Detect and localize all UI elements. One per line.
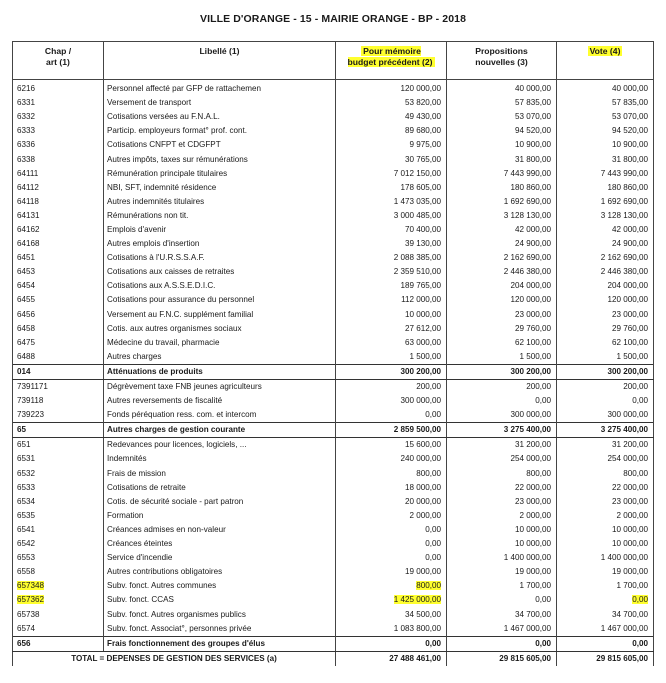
row-code: 6558 bbox=[13, 565, 104, 579]
row-label: Service d'incendie bbox=[104, 551, 336, 565]
row-label: Versement de transport bbox=[104, 96, 336, 110]
row-code: 657362 bbox=[13, 593, 104, 607]
row-memoire: 3 000 485,00 bbox=[336, 209, 447, 223]
row-vote: 62 100,00 bbox=[557, 336, 654, 350]
row-vote: 3 275 400,00 bbox=[557, 423, 654, 438]
row-memoire: 178 605,00 bbox=[336, 181, 447, 195]
row-label: Autres reversements de fiscalité bbox=[104, 394, 336, 408]
table-row bbox=[13, 237, 654, 251]
row-vote: 53 070,00 bbox=[557, 110, 654, 124]
row-vote: 180 860,00 bbox=[557, 181, 654, 195]
row-vote: 200,00 bbox=[557, 379, 654, 394]
row-vote: 3 128 130,00 bbox=[557, 209, 654, 223]
row-vote: 23 000,00 bbox=[557, 495, 654, 509]
row-memoire: 800,00 bbox=[336, 579, 447, 593]
row-code: 64162 bbox=[13, 223, 104, 237]
row-code: 6553 bbox=[13, 551, 104, 565]
row-vote: 31 800,00 bbox=[557, 152, 654, 166]
row-vote: 2 162 690,00 bbox=[557, 251, 654, 265]
row-vote: 29 760,00 bbox=[557, 322, 654, 336]
row-label: Subv. fonct. Autres communes bbox=[104, 579, 336, 593]
row-vote: 2 000,00 bbox=[557, 509, 654, 523]
row-propositions: 0,00 bbox=[447, 636, 557, 651]
row-memoire: 0,00 bbox=[336, 551, 447, 565]
row-propositions: 62 100,00 bbox=[447, 336, 557, 350]
table-row bbox=[13, 138, 654, 152]
row-memoire: 18 000,00 bbox=[336, 481, 447, 495]
row-label: Cotisations à l'U.R.S.S.A.F. bbox=[104, 251, 336, 265]
row-code: 6451 bbox=[13, 251, 104, 265]
row-propositions: 200,00 bbox=[447, 379, 557, 394]
row-propositions: 300 200,00 bbox=[447, 364, 557, 379]
row-propositions: 40 000,00 bbox=[447, 80, 557, 97]
table-row bbox=[13, 481, 654, 495]
row-label: Redevances pour licences, logiciels, ... bbox=[104, 438, 336, 453]
table-row bbox=[13, 379, 654, 394]
row-propositions: 7 443 990,00 bbox=[447, 167, 557, 181]
table-row bbox=[13, 495, 654, 509]
row-label: Autres impôts, taxes sur rémunérations bbox=[104, 152, 336, 166]
row-label: Autres charges bbox=[104, 350, 336, 365]
table-row bbox=[13, 124, 654, 138]
row-propositions: 3 275 400,00 bbox=[447, 423, 557, 438]
row-code: 6542 bbox=[13, 537, 104, 551]
row-memoire: 2 000,00 bbox=[336, 509, 447, 523]
row-vote: 7 443 990,00 bbox=[557, 167, 654, 181]
row-memoire: 9 975,00 bbox=[336, 138, 447, 152]
row-vote: 1 692 690,00 bbox=[557, 195, 654, 209]
table-row bbox=[13, 265, 654, 279]
row-label: Formation bbox=[104, 509, 336, 523]
row-label: Rémunération principale titulaires bbox=[104, 167, 336, 181]
row-memoire: 189 765,00 bbox=[336, 279, 447, 293]
row-code: 657348 bbox=[13, 579, 104, 593]
row-code: 6338 bbox=[13, 152, 104, 166]
row-code: 6456 bbox=[13, 308, 104, 322]
row-code: 64168 bbox=[13, 237, 104, 251]
row-label: Cotisations CNFPT et CDGFPT bbox=[104, 138, 336, 152]
row-memoire: 800,00 bbox=[336, 467, 447, 481]
table-row bbox=[13, 579, 654, 593]
row-propositions: 22 000,00 bbox=[447, 481, 557, 495]
budget-table bbox=[12, 41, 654, 666]
row-code: 656 bbox=[13, 636, 104, 651]
row-code: 64131 bbox=[13, 209, 104, 223]
row-label: Autres indemnités titulaires bbox=[104, 195, 336, 209]
total-vote: 29 815 605,00 bbox=[557, 651, 654, 666]
row-label: Rémunérations non tit. bbox=[104, 209, 336, 223]
table-row bbox=[13, 96, 654, 110]
row-memoire: 200,00 bbox=[336, 379, 447, 394]
row-memoire: 0,00 bbox=[336, 523, 447, 537]
row-label: Indemnités bbox=[104, 452, 336, 466]
row-vote: 300 200,00 bbox=[557, 364, 654, 379]
row-label: Atténuations de produits bbox=[104, 364, 336, 379]
row-propositions: 53 070,00 bbox=[447, 110, 557, 124]
row-memoire: 34 500,00 bbox=[336, 607, 447, 621]
row-memoire: 70 400,00 bbox=[336, 223, 447, 237]
row-vote: 42 000,00 bbox=[557, 223, 654, 237]
table-row bbox=[13, 80, 654, 97]
row-memoire: 19 000,00 bbox=[336, 565, 447, 579]
table-row bbox=[13, 438, 654, 453]
row-propositions: 2 000,00 bbox=[447, 509, 557, 523]
row-vote: 254 000,00 bbox=[557, 452, 654, 466]
row-propositions: 1 700,00 bbox=[447, 579, 557, 593]
row-label: Autres contributions obligatoires bbox=[104, 565, 336, 579]
table-row bbox=[13, 523, 654, 537]
header-propositions: Propositions nouvelles (3) bbox=[447, 42, 557, 80]
row-propositions: 31 800,00 bbox=[447, 152, 557, 166]
row-vote: 24 900,00 bbox=[557, 237, 654, 251]
row-label: Médecine du travail, pharmacie bbox=[104, 336, 336, 350]
row-code: 651 bbox=[13, 438, 104, 453]
row-memoire: 2 859 500,00 bbox=[336, 423, 447, 438]
row-vote: 10 000,00 bbox=[557, 537, 654, 551]
row-label: Créances admises en non-valeur bbox=[104, 523, 336, 537]
row-propositions: 10 000,00 bbox=[447, 537, 557, 551]
total-propositions: 29 815 605,00 bbox=[447, 651, 557, 666]
row-label: Personnel affecté par GFP de rattachemen bbox=[104, 80, 336, 97]
row-label: Cotisations versées au F.N.A.L. bbox=[104, 110, 336, 124]
row-propositions: 3 128 130,00 bbox=[447, 209, 557, 223]
row-memoire: 20 000,00 bbox=[336, 495, 447, 509]
row-memoire: 7 012 150,00 bbox=[336, 167, 447, 181]
table-row bbox=[13, 394, 654, 408]
row-vote: 22 000,00 bbox=[557, 481, 654, 495]
row-label: Subv. fonct. CCAS bbox=[104, 593, 336, 607]
header-libelle: Libellé (1) bbox=[104, 42, 336, 80]
row-code: 6332 bbox=[13, 110, 104, 124]
row-code: 739118 bbox=[13, 394, 104, 408]
row-propositions: 254 000,00 bbox=[447, 452, 557, 466]
row-memoire: 27 612,00 bbox=[336, 322, 447, 336]
row-propositions: 34 700,00 bbox=[447, 607, 557, 621]
row-memoire: 89 680,00 bbox=[336, 124, 447, 138]
table-row bbox=[13, 110, 654, 124]
chapter-total-row bbox=[13, 636, 654, 651]
row-memoire: 63 000,00 bbox=[336, 336, 447, 350]
row-memoire: 49 430,00 bbox=[336, 110, 447, 124]
table-row bbox=[13, 223, 654, 237]
row-memoire: 39 130,00 bbox=[336, 237, 447, 251]
row-propositions: 300 000,00 bbox=[447, 408, 557, 423]
row-label: Cotisations aux A.S.S.E.D.I.C. bbox=[104, 279, 336, 293]
total-label: TOTAL = DEPENSES DE GESTION DES SERVICES (a) bbox=[13, 651, 336, 666]
table-row bbox=[13, 551, 654, 565]
table-body bbox=[13, 80, 654, 652]
row-propositions: 1 467 000,00 bbox=[447, 622, 557, 637]
row-vote: 1 500,00 bbox=[557, 350, 654, 365]
row-vote: 10 900,00 bbox=[557, 138, 654, 152]
row-code: 6532 bbox=[13, 467, 104, 481]
row-memoire: 0,00 bbox=[336, 636, 447, 651]
row-memoire: 1 500,00 bbox=[336, 350, 447, 365]
row-code: 6531 bbox=[13, 452, 104, 466]
table-header-row bbox=[13, 42, 654, 80]
row-label: Cotisations aux caisses de retraites bbox=[104, 265, 336, 279]
row-propositions: 2 162 690,00 bbox=[447, 251, 557, 265]
table-row bbox=[13, 209, 654, 223]
row-label: Subv. fonct. Autres organismes publics bbox=[104, 607, 336, 621]
row-code: 64111 bbox=[13, 167, 104, 181]
table-row bbox=[13, 593, 654, 607]
row-label: Autres charges de gestion courante bbox=[104, 423, 336, 438]
row-vote: 204 000,00 bbox=[557, 279, 654, 293]
row-label: Cotisations de retraite bbox=[104, 481, 336, 495]
row-code: 6454 bbox=[13, 279, 104, 293]
row-label: Cotis. de sécurité sociale - part patron bbox=[104, 495, 336, 509]
table-row bbox=[13, 509, 654, 523]
row-code: 65738 bbox=[13, 607, 104, 621]
row-memoire: 53 820,00 bbox=[336, 96, 447, 110]
table-row bbox=[13, 181, 654, 195]
row-vote: 1 700,00 bbox=[557, 579, 654, 593]
row-vote: 19 000,00 bbox=[557, 565, 654, 579]
row-code: 014 bbox=[13, 364, 104, 379]
row-code: 6458 bbox=[13, 322, 104, 336]
row-vote: 1 400 000,00 bbox=[557, 551, 654, 565]
row-label: Fonds péréquation ress. com. et intercom bbox=[104, 408, 336, 423]
table-row bbox=[13, 408, 654, 423]
row-vote: 0,00 bbox=[557, 636, 654, 651]
row-memoire: 120 000,00 bbox=[336, 80, 447, 97]
row-memoire: 10 000,00 bbox=[336, 308, 447, 322]
table-row bbox=[13, 279, 654, 293]
document-title: VILLE D'ORANGE - 15 - MAIRIE ORANGE - BP - 2018 bbox=[199, 13, 467, 25]
row-vote: 1 467 000,00 bbox=[557, 622, 654, 637]
row-label: Emplois d'avenir bbox=[104, 223, 336, 237]
table-row bbox=[13, 452, 654, 466]
row-label: Autres emplois d'insertion bbox=[104, 237, 336, 251]
row-vote: 31 200,00 bbox=[557, 438, 654, 453]
row-memoire: 1 425 000,00 bbox=[336, 593, 447, 607]
row-propositions: 1 500,00 bbox=[447, 350, 557, 365]
row-code: 6574 bbox=[13, 622, 104, 637]
row-code: 6216 bbox=[13, 80, 104, 97]
row-code: 6455 bbox=[13, 293, 104, 307]
row-propositions: 1 400 000,00 bbox=[447, 551, 557, 565]
row-propositions: 42 000,00 bbox=[447, 223, 557, 237]
row-propositions: 800,00 bbox=[447, 467, 557, 481]
row-memoire: 1 083 800,00 bbox=[336, 622, 447, 637]
row-propositions: 23 000,00 bbox=[447, 308, 557, 322]
row-code: 65 bbox=[13, 423, 104, 438]
row-code: 739223 bbox=[13, 408, 104, 423]
table-row bbox=[13, 322, 654, 336]
row-memoire: 0,00 bbox=[336, 408, 447, 423]
row-vote: 0,00 bbox=[557, 593, 654, 607]
table-row bbox=[13, 565, 654, 579]
row-code: 64112 bbox=[13, 181, 104, 195]
row-code: 6331 bbox=[13, 96, 104, 110]
table-row bbox=[13, 152, 654, 166]
row-label: Versement au F.N.C. supplément familial bbox=[104, 308, 336, 322]
table-row bbox=[13, 251, 654, 265]
row-vote: 57 835,00 bbox=[557, 96, 654, 110]
row-label: NBI, SFT, indemnité résidence bbox=[104, 181, 336, 195]
chapter-total-row bbox=[13, 423, 654, 438]
table-row bbox=[13, 336, 654, 350]
row-propositions: 180 860,00 bbox=[447, 181, 557, 195]
row-memoire: 15 600,00 bbox=[336, 438, 447, 453]
row-vote: 0,00 bbox=[557, 394, 654, 408]
row-code: 64118 bbox=[13, 195, 104, 209]
row-propositions: 94 520,00 bbox=[447, 124, 557, 138]
header-vote: Vote (4) bbox=[557, 42, 654, 80]
row-code: 6333 bbox=[13, 124, 104, 138]
row-label: Particip. employeurs format° prof. cont. bbox=[104, 124, 336, 138]
row-code: 6453 bbox=[13, 265, 104, 279]
total-memoire: 27 488 461,00 bbox=[336, 651, 447, 666]
row-propositions: 19 000,00 bbox=[447, 565, 557, 579]
row-label: Cotisations pour assurance du personnel bbox=[104, 293, 336, 307]
row-label: Frais fonctionnement des groupes d'élus bbox=[104, 636, 336, 651]
header-chap-art: Chap / art (1) bbox=[13, 42, 104, 80]
row-label: Cotis. aux autres organismes sociaux bbox=[104, 322, 336, 336]
row-vote: 23 000,00 bbox=[557, 308, 654, 322]
row-propositions: 31 200,00 bbox=[447, 438, 557, 453]
row-label: Créances éteintes bbox=[104, 537, 336, 551]
row-propositions: 0,00 bbox=[447, 593, 557, 607]
table-row bbox=[13, 607, 654, 621]
row-code: 6475 bbox=[13, 336, 104, 350]
row-memoire: 0,00 bbox=[336, 537, 447, 551]
row-code: 6533 bbox=[13, 481, 104, 495]
row-propositions: 24 900,00 bbox=[447, 237, 557, 251]
table-row bbox=[13, 195, 654, 209]
row-vote: 2 446 380,00 bbox=[557, 265, 654, 279]
row-label: Frais de mission bbox=[104, 467, 336, 481]
row-code: 6534 bbox=[13, 495, 104, 509]
row-label: Dégrèvement taxe FNB jeunes agriculteurs bbox=[104, 379, 336, 394]
row-memoire: 300 000,00 bbox=[336, 394, 447, 408]
row-propositions: 2 446 380,00 bbox=[447, 265, 557, 279]
row-propositions: 29 760,00 bbox=[447, 322, 557, 336]
table-row bbox=[13, 293, 654, 307]
row-code: 6535 bbox=[13, 509, 104, 523]
table-row bbox=[13, 467, 654, 481]
row-vote: 120 000,00 bbox=[557, 293, 654, 307]
table-row bbox=[13, 537, 654, 551]
row-vote: 34 700,00 bbox=[557, 607, 654, 621]
row-propositions: 120 000,00 bbox=[447, 293, 557, 307]
chapter-total-row bbox=[13, 364, 654, 379]
row-vote: 10 000,00 bbox=[557, 523, 654, 537]
row-code: 6336 bbox=[13, 138, 104, 152]
total-row bbox=[13, 651, 654, 666]
table-row bbox=[13, 308, 654, 322]
header-memoire: Pour mémoire budget précédent (2) bbox=[336, 42, 447, 80]
row-memoire: 300 200,00 bbox=[336, 364, 447, 379]
row-propositions: 0,00 bbox=[447, 394, 557, 408]
row-memoire: 1 473 035,00 bbox=[336, 195, 447, 209]
row-propositions: 23 000,00 bbox=[447, 495, 557, 509]
row-vote: 800,00 bbox=[557, 467, 654, 481]
table-row bbox=[13, 167, 654, 181]
row-propositions: 57 835,00 bbox=[447, 96, 557, 110]
row-code: 6488 bbox=[13, 350, 104, 365]
row-propositions: 10 900,00 bbox=[447, 138, 557, 152]
row-vote: 40 000,00 bbox=[557, 80, 654, 97]
row-propositions: 204 000,00 bbox=[447, 279, 557, 293]
row-code: 6541 bbox=[13, 523, 104, 537]
row-vote: 94 520,00 bbox=[557, 124, 654, 138]
row-memoire: 112 000,00 bbox=[336, 293, 447, 307]
row-memoire: 30 765,00 bbox=[336, 152, 447, 166]
row-propositions: 1 692 690,00 bbox=[447, 195, 557, 209]
row-propositions: 10 000,00 bbox=[447, 523, 557, 537]
row-label: Subv. fonct. Associat°, personnes privée bbox=[104, 622, 336, 637]
row-code: 7391171 bbox=[13, 379, 104, 394]
row-memoire: 240 000,00 bbox=[336, 452, 447, 466]
row-memoire: 2 359 510,00 bbox=[336, 265, 447, 279]
table-row bbox=[13, 350, 654, 365]
row-vote: 300 000,00 bbox=[557, 408, 654, 423]
table-row bbox=[13, 622, 654, 637]
row-memoire: 2 088 385,00 bbox=[336, 251, 447, 265]
